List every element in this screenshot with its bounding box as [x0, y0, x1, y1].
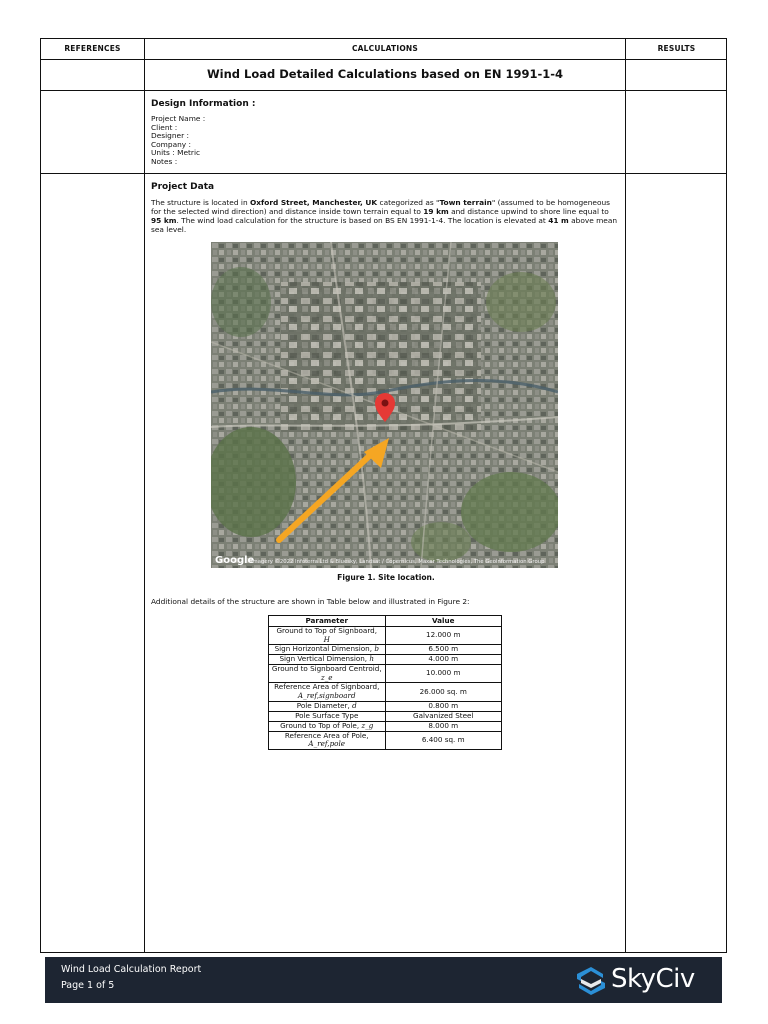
table-row — [269, 731, 502, 749]
parameter-name: Pole Surface Type — [269, 711, 386, 721]
parameter-value: Galvanized Steel — [385, 711, 502, 721]
site-location-map — [211, 242, 558, 568]
parameter-value: 0.800 m — [385, 701, 502, 711]
project-data-section — [151, 182, 621, 234]
parameter-value: 6.400 sq. m — [385, 731, 502, 749]
table-row — [269, 711, 502, 721]
table-row — [269, 701, 502, 711]
parameter-symbol: d — [352, 700, 357, 710]
parameter-value: 4.000 m — [385, 655, 502, 665]
parameter-symbol: z_e — [320, 672, 333, 682]
parameter-name: Ground to Signboard Centroid, — [271, 664, 382, 674]
calculation-sheet — [40, 38, 727, 953]
elevation-value: 41 m — [548, 216, 569, 225]
table-row — [269, 655, 502, 665]
design-info-line: Project Name : — [151, 114, 206, 123]
shore-distance-value: 95 km — [151, 216, 177, 225]
table-row — [269, 721, 502, 731]
project-data-paragraph: The structure is located in Oxford Street, Manchester, UK categorized as "Town terrain" (assumed to be homogeneous for the selected wind direction) and distance inside town terrain equal to 19 km and distance upwind to shore line equal to 95 km. The wind load calculation for the structure is based on BS EN 1991-1-4. The location is elevated at 41 m above mean sea level. — [151, 198, 618, 234]
column-header: Parameter — [269, 616, 386, 627]
design-info-line: Units : Metric — [151, 148, 201, 158]
row-divider — [41, 173, 726, 174]
document-title: Wind Load Detailed Calculations based on EN 1991-1-4 — [206, 67, 564, 81]
structure-parameters-table — [268, 615, 502, 750]
parameter-symbol: z_g — [361, 720, 374, 730]
skyciv-logo — [575, 965, 715, 997]
town-distance-value: 19 km — [423, 207, 449, 216]
page-number: Page 1 of 5 — [61, 980, 115, 991]
design-info-line: Notes : — [151, 156, 178, 166]
table-row — [269, 627, 502, 645]
parameter-name: Sign Vertical Dimension, — [279, 654, 368, 664]
parameter-name: Sign Horizontal Dimension, — [274, 644, 373, 654]
parameter-name: Ground to Top of Signboard, — [276, 626, 378, 635]
design-information-heading: Design Information : — [151, 99, 256, 109]
results-header: RESULTS — [657, 44, 696, 53]
parameter-symbol: A_ref,signboard — [297, 690, 356, 700]
design-information-section — [151, 99, 621, 167]
skyciv-logo-icon — [575, 965, 607, 997]
map-attribution: Imagery ©2022 Infoterra Ltd & Bluesky, Landsat / Copernicus, Maxar Technologies, The GeoInformation Group — [251, 559, 545, 565]
parameter-value: 8.000 m — [385, 721, 502, 731]
calculations-header: CALCULATIONS — [351, 44, 419, 53]
parameter-name: Pole Diameter, — [296, 700, 350, 710]
report-title: Wind Load Calculation Report — [61, 964, 202, 975]
figure-caption: Figure 1. Site location. — [337, 573, 435, 582]
column-header: Value — [385, 616, 502, 627]
column-divider-left — [144, 39, 145, 952]
page-footer — [45, 957, 722, 1003]
row-divider — [41, 90, 726, 91]
google-logo: Google — [215, 555, 255, 566]
design-info-line: Company : — [151, 139, 191, 149]
table-row — [269, 645, 502, 655]
table-header-row — [269, 616, 502, 627]
additional-details-text: Additional details of the structure are shown in Table below and illustrated in Figure 2: — [151, 597, 470, 606]
design-info-line: Client : — [151, 122, 178, 132]
table-row — [269, 665, 502, 683]
location-value: Oxford Street, Manchester, UK — [249, 198, 378, 207]
parameter-name: Reference Area of Signboard, — [274, 682, 380, 692]
parameter-name: Ground to Top of Pole, — [280, 720, 360, 730]
parameter-symbol: h — [369, 654, 375, 664]
parameter-name: Reference Area of Pole, — [284, 730, 369, 740]
parameter-symbol: A_ref,pole — [308, 739, 346, 749]
parameter-symbol: b — [374, 644, 379, 654]
design-info-line: Designer : — [151, 131, 189, 141]
satellite-map-image — [211, 242, 558, 568]
column-divider-right — [625, 39, 626, 952]
brand-name: SkyCiv — [611, 964, 695, 994]
parameter-value: 6.500 m — [385, 645, 502, 655]
parameter-value: 10.000 m — [385, 665, 502, 683]
terrain-value: Town terrain — [439, 198, 492, 207]
parameter-symbol: H — [323, 634, 330, 644]
parameter-value: 26.000 sq. m — [385, 683, 502, 701]
project-data-heading: Project Data — [151, 182, 215, 192]
table-row — [269, 683, 502, 701]
references-header: REFERENCES — [64, 44, 121, 53]
parameter-value: 12.000 m — [385, 627, 502, 645]
